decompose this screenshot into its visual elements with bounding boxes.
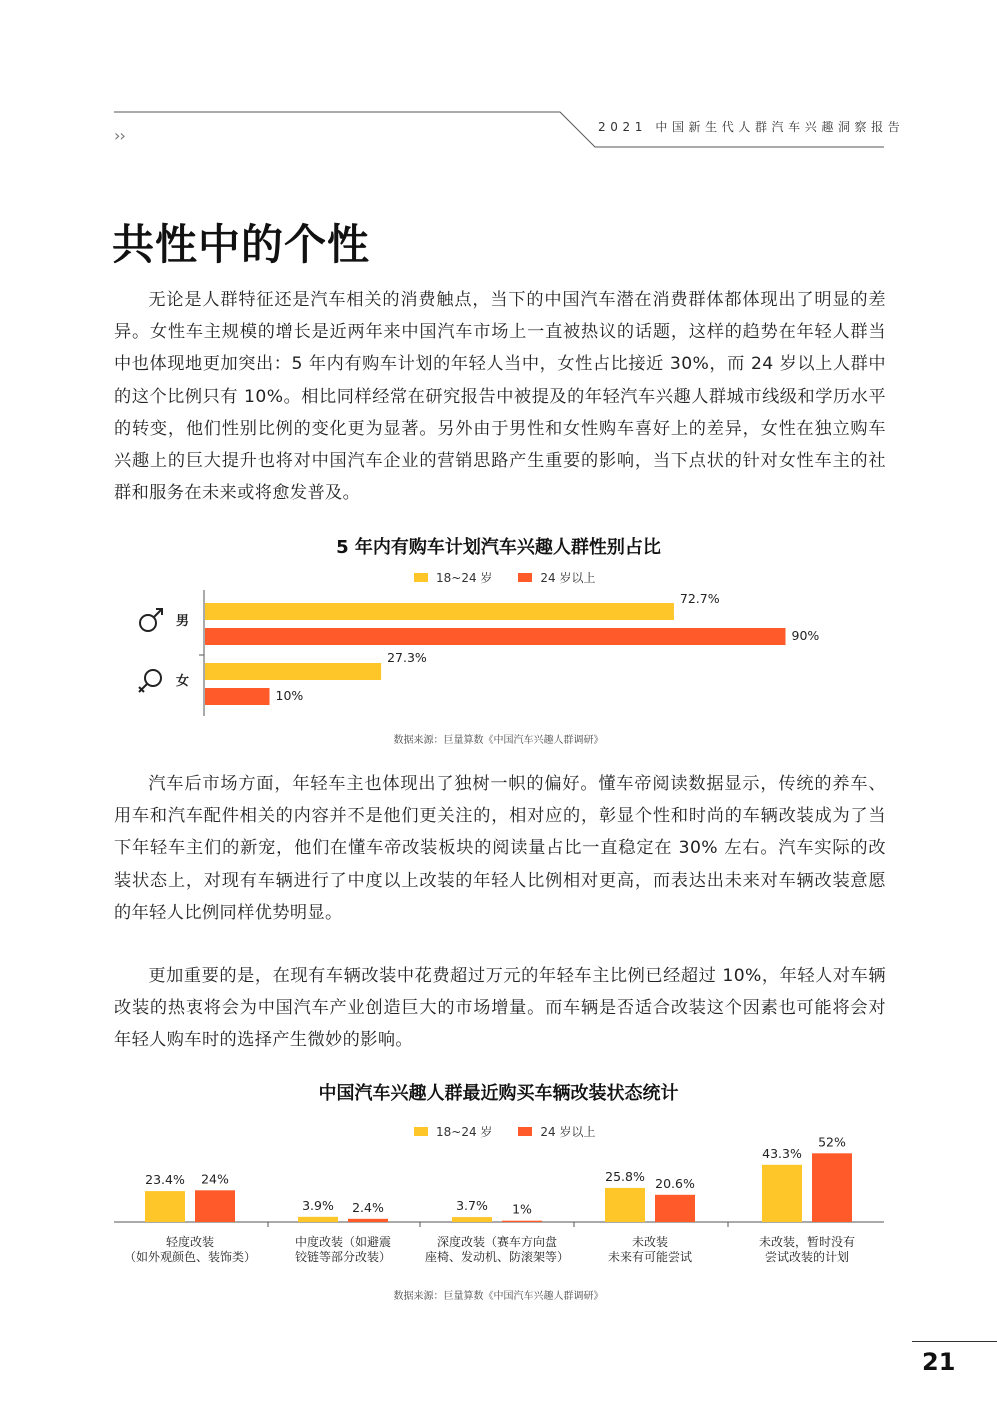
bar-young-0 [205,603,674,620]
bar-older-0 [205,628,786,645]
paragraph-3: 更加重要的是，在现有车辆改装中花费超过万元的年轻车主比例已经超过 10%，年轻人对车辆改装的热衷将会为中国汽车产业创造巨大的市场增量。而车辆是否适合改装这个因素也可能将会对年轻人购车时的选择产生微妙的影响。 [114,966,886,1051]
category-label-0-line-0: 轻度改装 [165,1235,215,1249]
legend-item-older [518,569,595,586]
male-symbol-arrow [154,609,162,617]
section-title: 共性中的个性 [112,220,371,269]
chart-1-title: 5 年内有购车计划汽车兴趣人群性别占比 [336,537,661,558]
bar-older-1 [205,688,270,705]
category-label-4-line-0: 未改装，暂时没有 [758,1235,856,1249]
bar-older-4 [812,1153,852,1222]
category-label-1: 女 [176,674,190,689]
chart-2-title: 中国汽车兴趣人群最近购买车辆改装状态统计 [318,1083,679,1104]
bar-young-2 [452,1217,492,1222]
data-label-young-1: 3.9% [302,1197,334,1213]
category-label-0: 男 [176,614,190,629]
data-label-older-2: 1% [512,1201,532,1217]
chart-1-source: 数据来源：巨量算数《中国汽车兴趣人群调研》 [393,735,604,746]
male-symbol-circle [140,615,156,631]
page-number: 21 [922,1348,956,1376]
category-label-0-line-1: （如外观颜色、装饰类） [123,1250,257,1264]
paragraph-2: 汽车后市场方面，年轻车主也体现出了独树一帜的偏好。懂车帝阅读数据显示，传统的养车、用车和汽车配件相关的内容并不是他们更关注的，相对应的，彰显个性和时尚的车辆改装成为了当下年轻车主们的新宠，他们在懂车帝改装板块的阅读量占比一直稳定在 30% 左右。汽车实际的改装状态上，对现有车辆进行了中度以上改装的年轻人比例相对更高，而表达出未来对车辆改装意愿的年轻人比例同样优势明显。 [114,774,886,923]
chart-2-modification-status [0,1130,997,1270]
bar-young-1 [205,663,381,680]
category-label-4-line-1: 尝试改装的计划 [764,1250,850,1264]
category-label-2-line-0: 深度改装（赛车方向盘 [436,1235,558,1249]
legend-label-young: 18~24 岁 [436,571,493,585]
paragraph-1: 无论是人群特征还是汽车相关的消费触点，当下的中国汽车潜在消费群体都体现出了明显的差异。女性车主规模的增长是近两年来中国汽车市场上一直被热议的话题，这样的趋势在年轻人群当中也体现地更加突出：5 年内有购车计划的年轻人当中，女性占比接近 30%，而 24 岁以上人群中的这个比例只有 10%。相比同样经常在研究报告中被提及的年轻汽车兴趣人群城市线级和学历水平的转变，他们性别比例的变化更为显著。另外由于男性和女性购车喜好上的差异，女性在独立购车兴趣上的巨大提升也将对中国汽车企业的营销思路产生重要的影响，当下点状的针对女性车主的社群和服务在未来或将愈发普及。 [114,290,886,504]
bar-older-0 [195,1190,235,1222]
chart-1-legend [414,569,596,586]
data-label-older-1: 2.4% [352,1199,384,1215]
female-symbol-cross [139,684,147,692]
data-label-young-1: 27.3% [387,650,427,665]
data-label-older-0: 90% [791,628,820,643]
data-label-young-0: 72.7% [679,591,720,606]
category-label-3-line-0: 未改装 [631,1235,669,1249]
bar-older-2 [502,1221,542,1222]
data-label-young-4: 43.3% [762,1145,802,1161]
legend-item-young [414,569,492,586]
male-symbol-icon [140,609,162,631]
bar-young-3 [605,1188,645,1222]
header-rule [0,0,997,160]
report-title: 2021 中国新生代人群汽车兴趣洞察报告 [598,120,905,134]
bar-older-3 [655,1195,695,1222]
data-label-older-4: 52% [818,1134,846,1150]
legend-swatch-young [414,573,428,582]
chevron-right-icon: ›› [114,126,125,145]
data-label-older-0: 24% [201,1171,229,1187]
bar-young-4 [762,1165,802,1222]
category-label-3-line-1: 未来有可能尝试 [607,1250,693,1264]
data-label-young-0: 23.4% [145,1172,185,1188]
data-label-older-1: 10% [275,688,304,703]
legend-label-older: 24 岁以上 [540,1125,596,1139]
category-label-1-line-1: 铰链等部分改装） [294,1250,392,1264]
category-label-1-line-0: 中度改装（如避震 [294,1235,392,1249]
bar-older-1 [348,1219,388,1222]
category-label-2-line-1: 座椅、发动机、防滚架等） [424,1250,570,1264]
legend-swatch-older [518,573,532,582]
data-label-young-3: 25.8% [605,1168,645,1184]
legend-label-young: 18~24 岁 [436,1125,493,1139]
bar-young-1 [298,1217,338,1222]
page-number-rule [912,1341,997,1342]
chart-1-gender-ratio [0,590,997,730]
data-label-young-2: 3.7% [456,1198,488,1214]
chart-2-source: 数据来源：巨量算数《中国汽车兴趣人群调研》 [393,1291,604,1302]
legend-label-older: 24 岁以上 [540,571,596,585]
female-symbol-circle [145,670,161,686]
data-label-older-3: 20.6% [655,1175,695,1191]
female-symbol-icon [139,670,161,692]
bar-young-0 [145,1191,185,1222]
